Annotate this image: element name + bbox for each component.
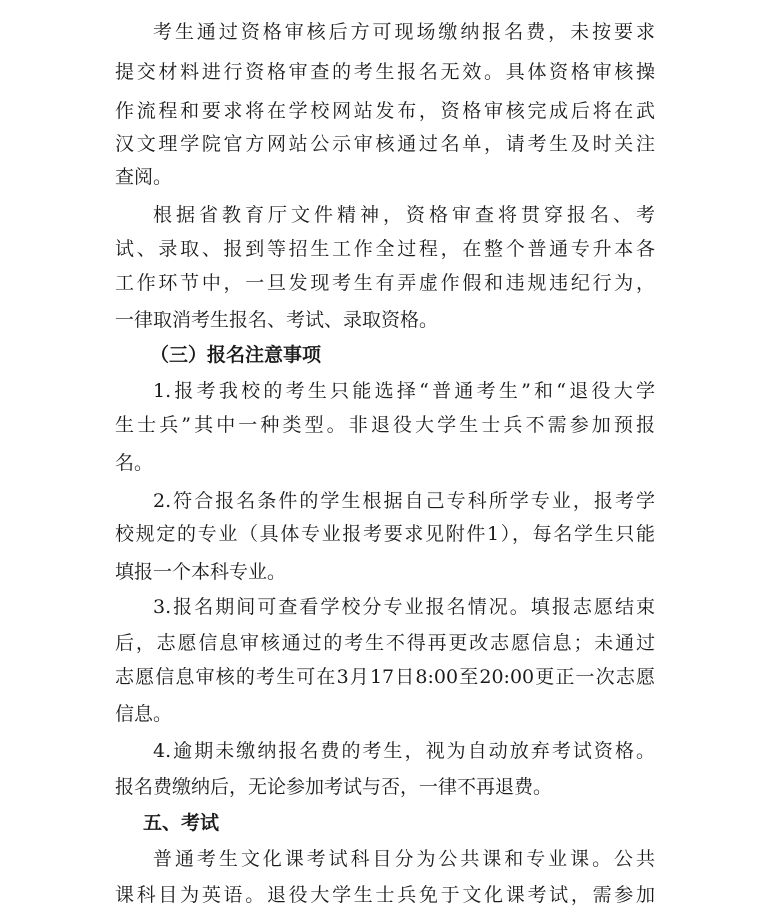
paragraph-1-line-5: 查阅。 (115, 166, 173, 188)
paragraph-1-line-1: 考生通过资格审核后方可现场缴纳报名费，未按要求 (153, 21, 655, 43)
item-3-line-1: 3.报名期间可查看学校分专业报名情况。填报志愿结束 (153, 596, 655, 618)
item-2-line-3: 填报一个本科专业。 (115, 561, 287, 583)
paragraph-2-line-4: 一律取消考生报名、考试、录取资格。 (115, 309, 439, 331)
item-1-line-1: 1.报考我校的考生只能选择“普通考生”和“退役大学 (153, 380, 655, 402)
item-2-line-2: 校规定的专业（具体专业报考要求见附件1），每名学生只能 (115, 523, 655, 545)
item-4-line-1: 4.逾期未缴纳报名费的考生，视为自动放弃考试资格。 (153, 740, 655, 762)
item-1-line-3: 名。 (115, 452, 154, 474)
paragraph-1-line-2: 提交材料进行资格审查的考生报名无效。具体资格审核操 (115, 61, 655, 83)
paragraph-7-line-2: 课科目为英语。退役大学生士兵免于文化课考试，需参加 (115, 884, 655, 906)
paragraph-2-line-2: 试、录取、报到等招生工作全过程，在整个普通专升本各 (115, 238, 655, 260)
paragraph-2-line-1: 根据省教育厅文件精神，资格审查将贯穿报名、考 (153, 204, 655, 226)
item-4-line-2: 报名费缴纳后，无论参加考试与否，一律不再退费。 (115, 776, 553, 798)
item-3-line-4: 信息。 (115, 703, 173, 725)
item-1-line-2: 生士兵”其中一种类型。非退役大学生士兵不需参加预报 (115, 414, 655, 436)
paragraph-7-line-1: 普通考生文化课考试科目分为公共课和专业课。公共 (153, 848, 655, 870)
section-heading-3: （三）报名注意事项 (150, 344, 322, 366)
paragraph-2-line-3: 工作环节中，一旦发现考生有弄虚作假和违规违纪行为， (115, 272, 655, 294)
section-heading-5: 五、考试 (143, 812, 220, 834)
item-3-line-3: 志愿信息审核的考生可在3月17日8:00至20:00更正一次志愿 (115, 666, 655, 688)
paragraph-1-line-3: 作流程和要求将在学校网站发布，资格审核完成后将在武 (115, 100, 655, 122)
item-3-line-2: 后，志愿信息审核通过的考生不得再更改志愿信息；未通过 (115, 632, 655, 654)
item-2-line-1: 2.符合报名条件的学生根据自己专科所学专业，报考学 (153, 490, 655, 512)
paragraph-1-line-4: 汉文理学院官方网站公示审核通过名单，请考生及时关注 (115, 133, 655, 155)
